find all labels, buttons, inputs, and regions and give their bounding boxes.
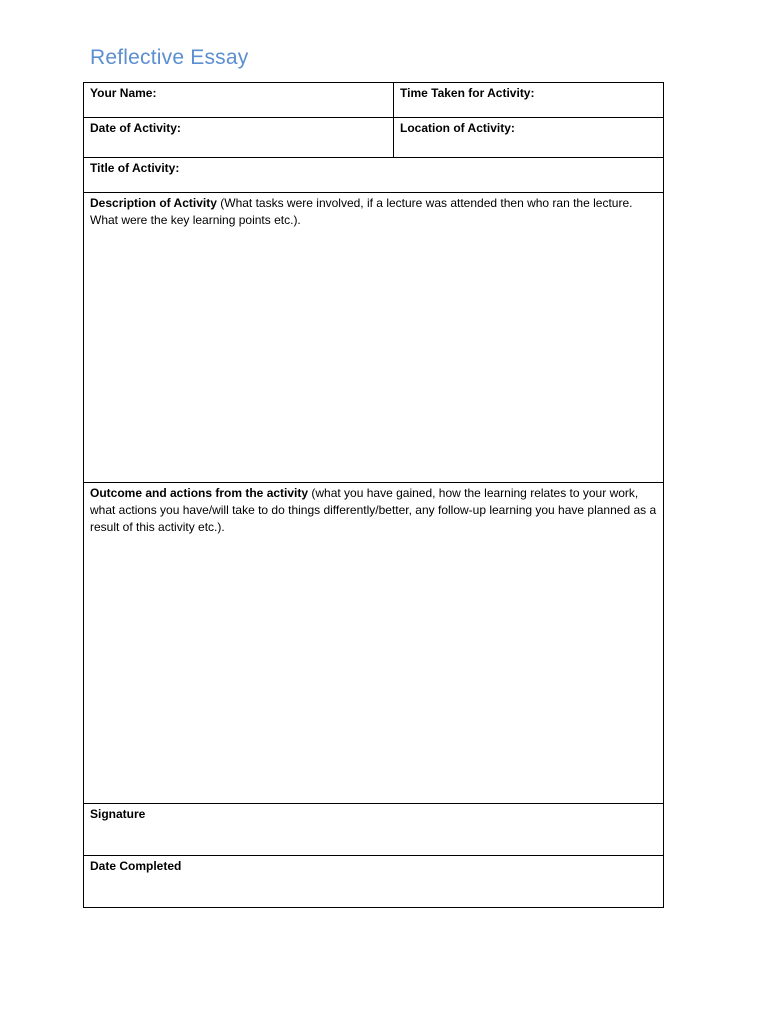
location-of-activity-field[interactable] — [394, 118, 663, 157]
row-name-time — [84, 83, 663, 118]
your-name-label: Your Name: — [90, 86, 157, 100]
outcome-hint: (what you have gained, how the learning relates to your work, what actions you have/will take to do things differently/better, any follow-up learning you have planned as a result of this activity etc.). — [90, 486, 657, 534]
reflective-essay-form — [83, 82, 664, 908]
date-completed-field[interactable] — [84, 856, 663, 907]
outcome-field[interactable] — [84, 483, 663, 803]
description-hint: (What tasks were involved, if a lecture was attended then who ran the lecture. What were the key learning points etc.). — [90, 196, 633, 227]
description-field[interactable] — [84, 193, 663, 482]
row-signature — [84, 804, 663, 856]
time-taken-label: Time Taken for Activity: — [400, 86, 535, 100]
date-of-activity-field[interactable] — [84, 118, 394, 157]
location-of-activity-label: Location of Activity: — [400, 121, 515, 135]
row-outcome — [84, 483, 663, 804]
outcome-prompt — [90, 485, 657, 536]
row-date-location — [84, 118, 663, 158]
time-taken-field[interactable] — [394, 83, 663, 117]
signature-field[interactable] — [84, 804, 663, 855]
row-description — [84, 193, 663, 483]
description-label: Description of Activity — [90, 196, 217, 210]
title-of-activity-label: Title of Activity: — [90, 161, 180, 175]
your-name-field[interactable] — [84, 83, 394, 117]
outcome-label: Outcome and actions from the activity — [90, 486, 309, 500]
row-date-completed — [84, 856, 663, 907]
document-title: Reflective Essay — [90, 46, 249, 69]
row-title — [84, 158, 663, 193]
signature-label: Signature — [90, 807, 146, 821]
date-completed-label: Date Completed — [90, 859, 182, 873]
title-of-activity-field[interactable] — [84, 158, 663, 192]
date-of-activity-label: Date of Activity: — [90, 121, 181, 135]
description-prompt — [90, 195, 657, 229]
